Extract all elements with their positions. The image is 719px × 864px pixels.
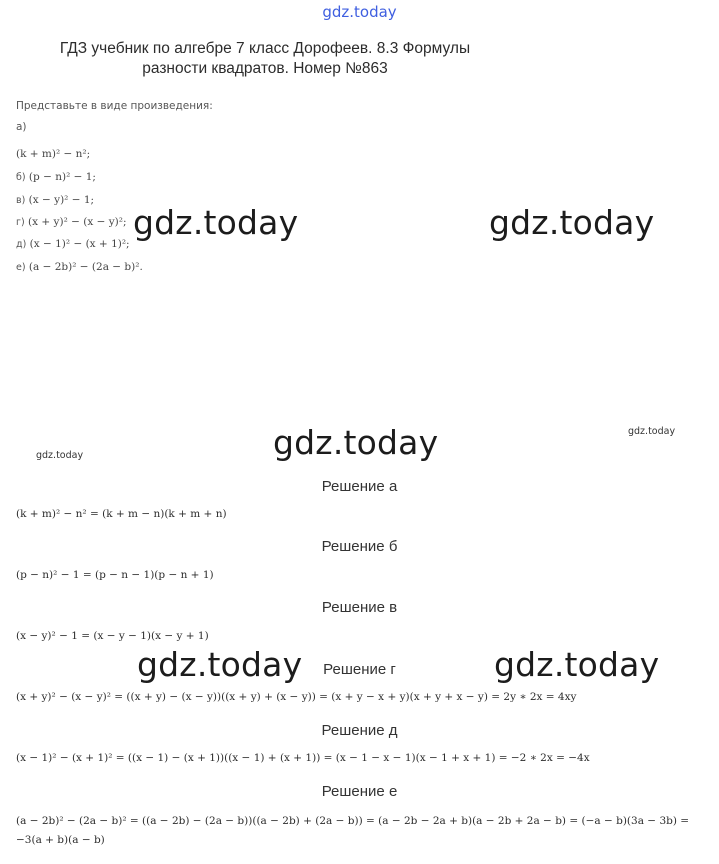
task-item-label: б)	[16, 172, 26, 183]
solution-heading: Решение г	[323, 661, 396, 678]
watermark: gdz.today	[494, 645, 660, 684]
task-item	[16, 148, 90, 160]
task-item-expr: (k + m)² − n²;	[16, 148, 91, 160]
site-logo[interactable]: gdz.today	[322, 3, 397, 21]
watermark: gdz.today	[273, 423, 439, 462]
solution-heading: Решение д	[321, 722, 398, 739]
solution-equation: (a − 2b)² − (2a − b)² = ((a − 2b) − (2a − b))((a − 2b) + (2a − b)) = (a − 2b − 2a + b)(a − 2b + 2a − b) = (−a − b)(3a − 3b) = −3(a + b)(a − b)	[16, 815, 690, 846]
task-item-label: д)	[16, 239, 27, 250]
solution-heading: Решение б	[321, 538, 398, 555]
task-item-expr: (a − 2b)² − (2a − b)².	[28, 261, 143, 273]
task-item	[16, 238, 130, 250]
page-title-line-1: ГДЗ учебник по алгебре 7 класс Дорофеев. 8.3 Формулы	[59, 40, 471, 57]
task-item	[16, 216, 127, 228]
task-item-expr: (x − y)² − 1;	[28, 194, 95, 206]
watermark: gdz.today	[489, 203, 655, 242]
solution-equation: (p − n)² − 1 = (p − n − 1)(p − n + 1)	[16, 569, 214, 581]
task-item	[16, 171, 96, 183]
watermark: gdz.today	[137, 645, 303, 684]
task-item	[16, 261, 143, 273]
task-item	[16, 194, 94, 206]
solution-heading: Решение е	[321, 783, 398, 800]
task-item-expr: (x − 1)² − (x + 1)²;	[29, 238, 130, 250]
solution-heading: Решение а	[321, 478, 398, 495]
task-item-expr: (x + y)² − (x − y)²;	[28, 216, 127, 228]
solution-heading: Решение в	[321, 599, 398, 616]
watermark-small: gdz.today	[36, 450, 84, 461]
solution-equation: (x − 1)² − (x + 1)² = ((x − 1) − (x + 1))((x − 1) + (x + 1)) = (x − 1 − x − 1)(x − 1 + x + 1) = −2 ∗ 2x = −4x	[16, 752, 590, 764]
watermark-small: gdz.today	[628, 426, 676, 437]
task-item-label: г)	[16, 217, 25, 228]
page-title-line-2: разности квадратов. Номер №863	[142, 60, 388, 77]
solution-equation: (x − y)² − 1 = (x − y − 1)(x − y + 1)	[16, 630, 209, 642]
solution-equation: (k + m)² − n² = (k + m − n)(k + m + n)	[16, 508, 227, 520]
task-label-a: а)	[16, 121, 27, 133]
task-item-expr: (p − n)² − 1;	[28, 171, 96, 183]
page-title	[0, 39, 530, 79]
task-item-label: в)	[16, 195, 26, 206]
watermark: gdz.today	[133, 203, 299, 242]
task-instruction: Представьте в виде произведения:	[16, 100, 213, 112]
task-item-label: е)	[16, 262, 26, 273]
solution-equation: (x + y)² − (x − y)² = ((x + y) − (x − y))((x + y) + (x − y)) = (x + y − x + y)(x + y + x − y) = 2y ∗ 2x = 4xy	[16, 691, 577, 703]
